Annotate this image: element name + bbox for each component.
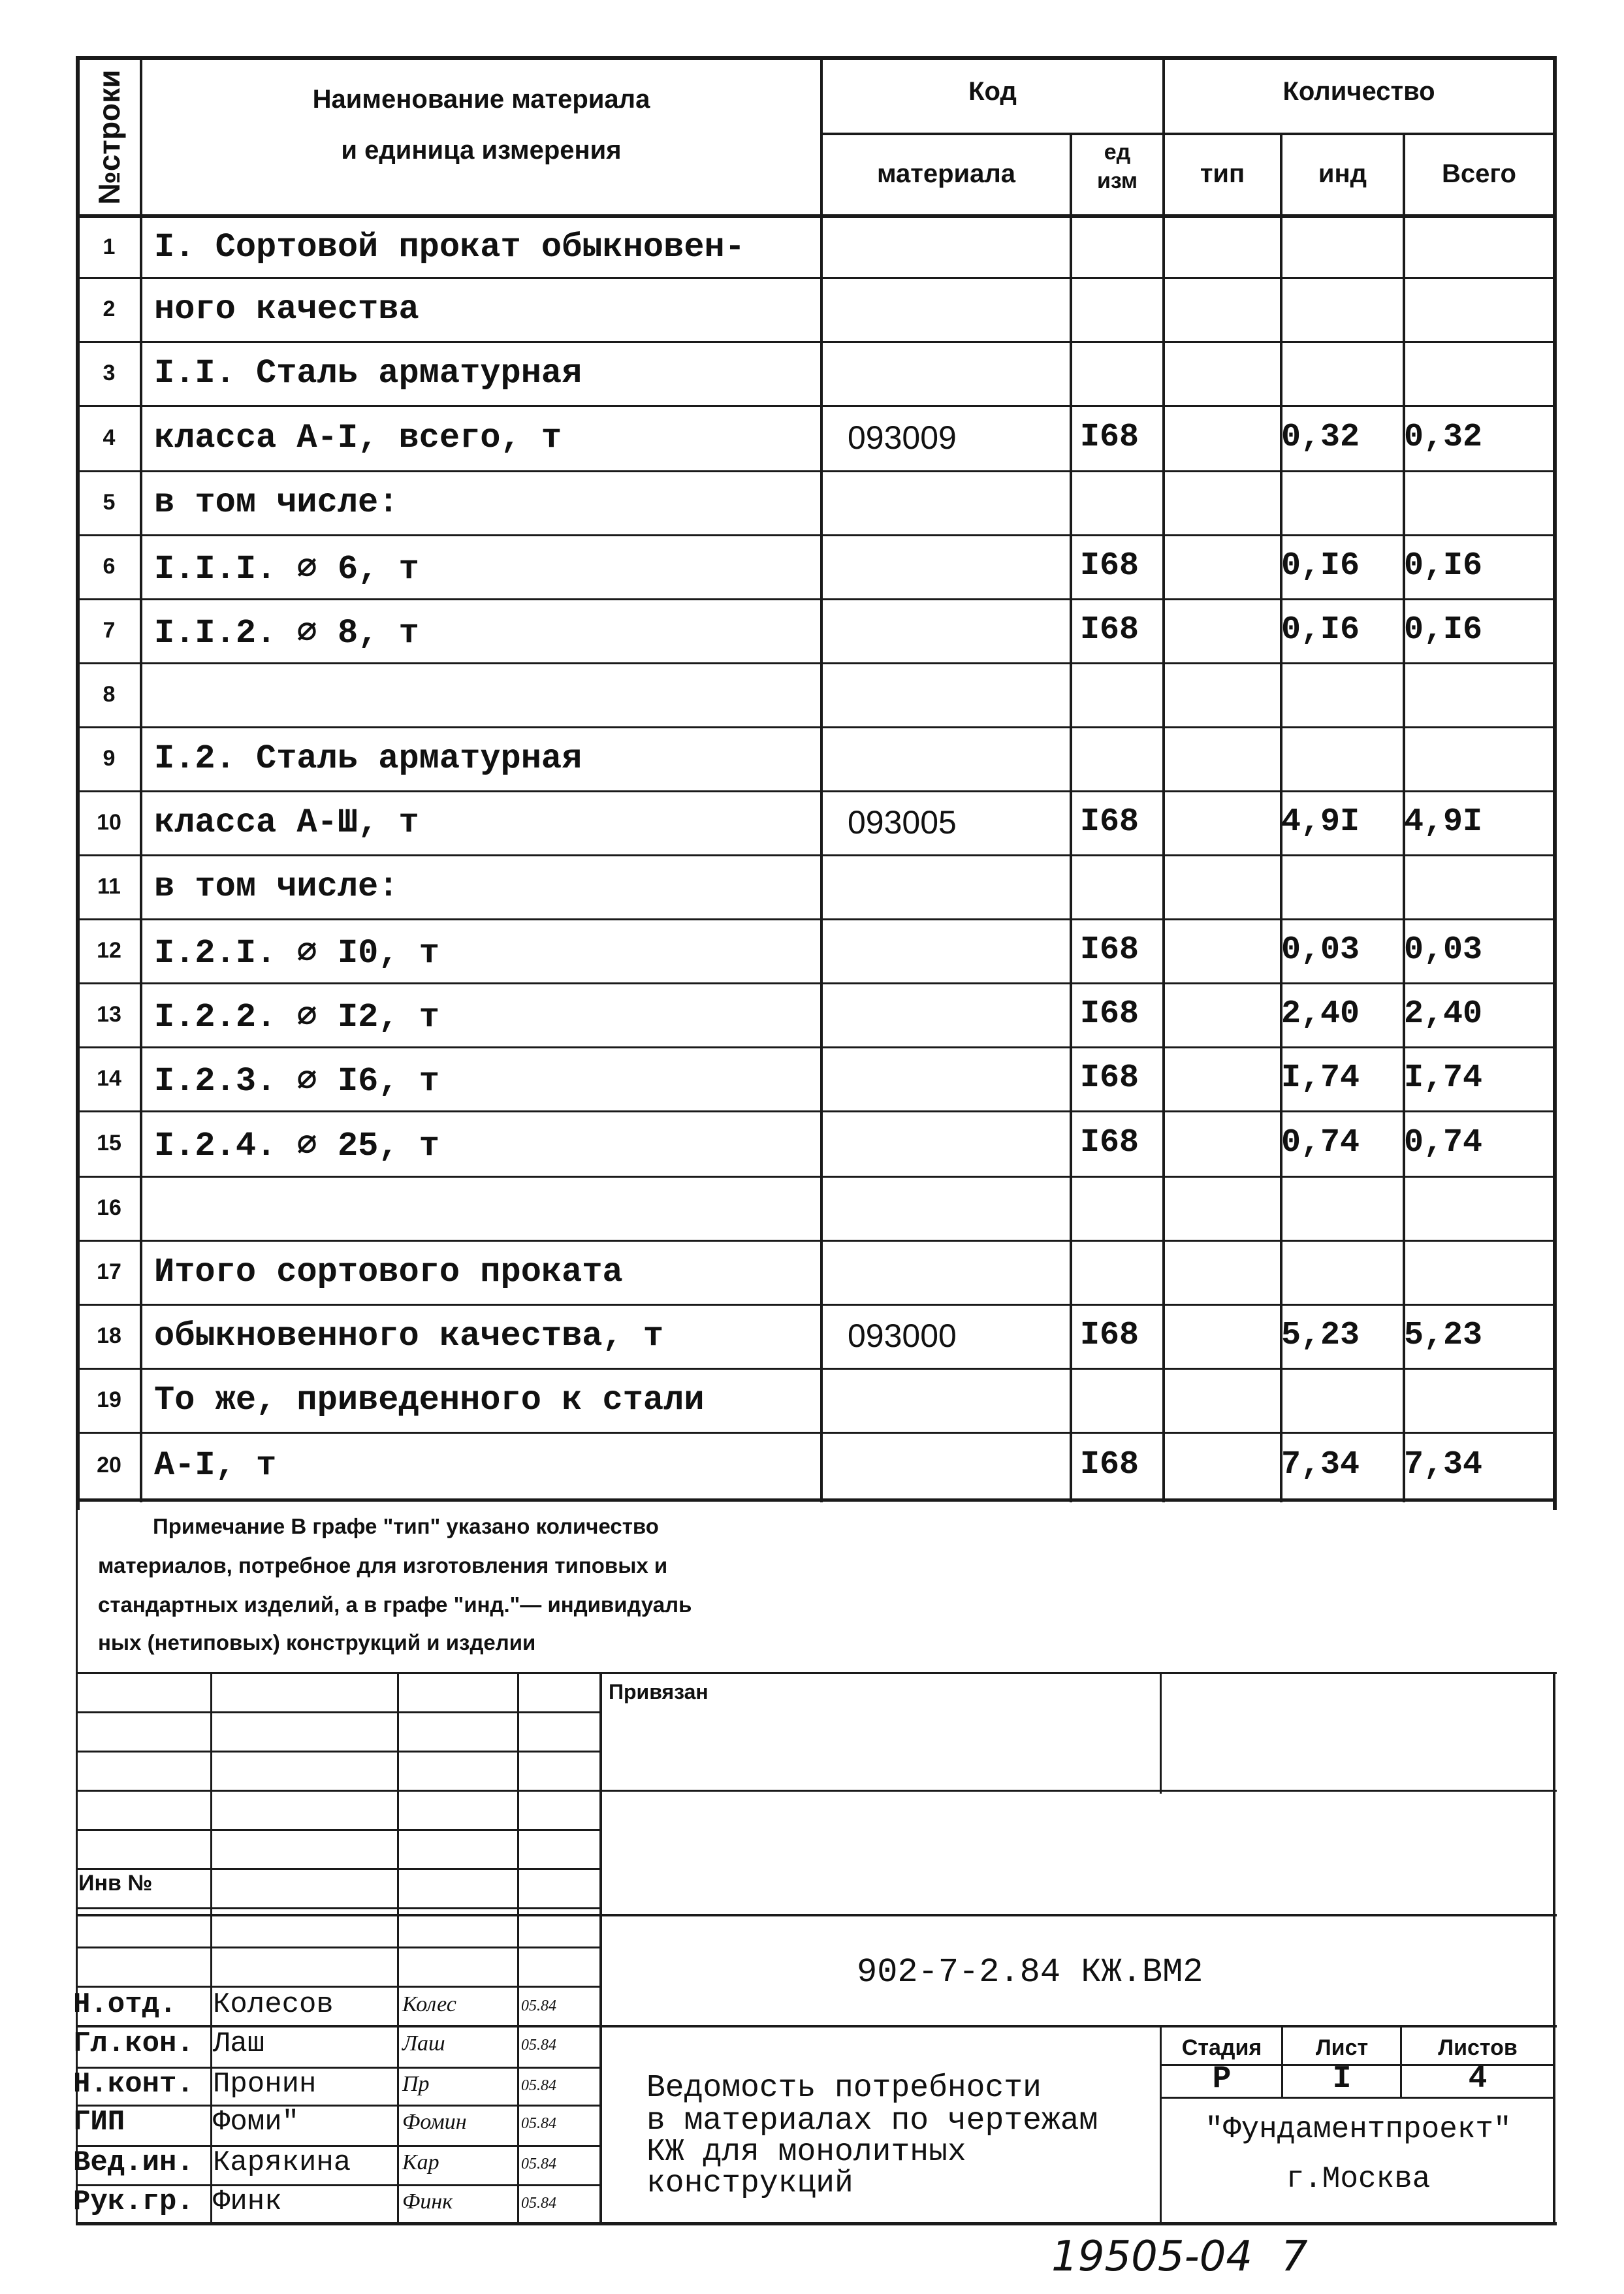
staff-role: ГИП [73, 2106, 125, 2139]
header-material: материала [876, 159, 1016, 188]
staff-signature: Лаш [402, 2031, 445, 2056]
row-number: 16 [97, 1195, 121, 1220]
quantity-ind: 0,32 [1281, 419, 1360, 456]
page-number: 7 [1281, 2233, 1308, 2281]
staff-signature: Кар [402, 2150, 439, 2174]
row-number: 10 [97, 810, 121, 835]
unit-code: I68 [1080, 611, 1139, 649]
staff-name: Пронин [213, 2068, 317, 2101]
unit-code: I68 [1080, 1317, 1139, 1354]
header-quantity: Количество [1282, 77, 1435, 106]
material-name: I.2.2. ∅ I2, т [154, 998, 439, 1037]
quantity-total: I,74 [1404, 1059, 1483, 1097]
header-name-line2: и единица измерения [341, 136, 622, 165]
material-code: 093009 [848, 419, 957, 456]
quantity-total: 2,40 [1404, 995, 1483, 1033]
material-name: в том числе: [154, 867, 399, 906]
document-code: 902-7-2.84 КЖ.ВМ2 [857, 1953, 1203, 1992]
quantity-total: 0,74 [1404, 1124, 1483, 1161]
material-name: I. Сортовой прокат обыкновен- [154, 227, 745, 267]
staff-role: Рук.гр. [73, 2186, 194, 2218]
staff-signature: Фомин [402, 2110, 467, 2134]
staff-signature: Пр [402, 2072, 430, 2096]
quantity-total: 0,I6 [1404, 611, 1483, 649]
note-line-1: Примечание В графе "тип" указано количество [153, 1514, 659, 1538]
header-code: Код [968, 77, 1017, 106]
material-name: Итого сортового проката [154, 1253, 623, 1291]
staff-role: Гл.кон. [73, 2027, 194, 2060]
quantity-ind: 7,34 [1281, 1446, 1360, 1483]
quantity-ind: 0,74 [1281, 1124, 1360, 1161]
quantity-ind: 2,40 [1281, 995, 1360, 1033]
quantity-total: 0,I6 [1404, 547, 1483, 585]
row-number: 13 [97, 1002, 121, 1027]
staff-name: Колесов [213, 1988, 334, 2021]
row-number: 18 [97, 1323, 121, 1348]
staff-role: Н.отд. [73, 1988, 177, 2021]
note-line-2: материалов, потребное для изготовления типовых и [98, 1553, 668, 1577]
row-number: 6 [103, 554, 116, 579]
staff-date: 05.84 [521, 1997, 556, 2014]
row-number: 12 [97, 938, 121, 963]
row-number: 11 [97, 874, 121, 899]
quantity-total: 5,23 [1404, 1317, 1483, 1354]
staff-date: 05.84 [521, 2195, 556, 2212]
staff-date: 05.84 [521, 2115, 556, 2132]
material-name: класса А-I, всего, т [154, 419, 562, 457]
row-number: 9 [103, 746, 116, 771]
note-line-3: стандартных изделий, а в графе "инд."— индивидуаль [98, 1592, 692, 1617]
quantity-total: 7,34 [1404, 1446, 1483, 1483]
attached-label: Привязан [609, 1680, 709, 1704]
quantity-total: 0,32 [1404, 419, 1483, 456]
staff-role: Вед.ин. [73, 2146, 194, 2179]
quantity-ind: 0,03 [1281, 931, 1360, 969]
material-name: класса А-Ш, т [154, 803, 419, 842]
header-unit-1: ед [1104, 140, 1131, 165]
quantity-ind: 0,I6 [1281, 611, 1360, 649]
material-name: I.I.2. ∅ 8, т [154, 614, 419, 653]
row-number: 15 [97, 1131, 121, 1155]
sheet-value: I [1332, 2061, 1352, 2097]
header-total: Всего [1442, 159, 1516, 188]
staff-name: Карякина [213, 2146, 351, 2179]
header-row-number-label: №строки [92, 69, 126, 205]
material-name: в том числе: [154, 483, 399, 522]
staff-role: Н.конт. [73, 2068, 194, 2101]
header-unit-2: изм [1096, 169, 1138, 193]
material-code: 093000 [848, 1317, 957, 1354]
doc-title-line-3: КЖ для монолитных [646, 2135, 966, 2170]
unit-code: I68 [1080, 1124, 1139, 1161]
material-name: I.2.I. ∅ I0, т [154, 934, 439, 973]
row-number: 7 [103, 618, 116, 643]
sheets-value: 4 [1468, 2061, 1488, 2097]
doc-title-line-2: в материалах по чертежам [646, 2103, 1098, 2139]
archive-number: 19505-04 [1051, 2233, 1253, 2281]
staff-date: 05.84 [521, 2037, 556, 2054]
row-number: 20 [97, 1452, 121, 1478]
material-name: I.2.3. ∅ I6, т [154, 1062, 439, 1101]
staff-date: 05.84 [521, 2077, 556, 2094]
material-name: I.I. Сталь арматурная [154, 354, 582, 393]
row-number: 17 [97, 1259, 121, 1284]
material-name: обыкновенного качества, т [154, 1317, 664, 1355]
staff-name: Фоми" [213, 2106, 300, 2139]
staff-date: 05.84 [521, 2156, 556, 2173]
staff-signature: Колес [402, 1992, 456, 2016]
stage-value: Р [1212, 2061, 1232, 2097]
material-name: I.2.4. ∅ 25, т [154, 1127, 439, 1165]
material-name: ного качества [154, 290, 419, 329]
row-number: 3 [103, 361, 116, 385]
doc-title-line-4: конструкций [646, 2166, 853, 2201]
row-number: 19 [97, 1387, 121, 1412]
quantity-ind: 5,23 [1281, 1317, 1360, 1354]
staff-name: Финк [213, 2186, 282, 2218]
row-number: 8 [103, 682, 116, 707]
unit-code: I68 [1080, 1446, 1139, 1483]
row-number: 14 [97, 1066, 121, 1091]
row-number: 5 [103, 490, 116, 515]
quantity-ind: I,74 [1281, 1059, 1360, 1097]
sheet-label: Лист [1315, 2035, 1369, 2060]
material-name: То же, приведенного к стали [154, 1381, 705, 1419]
material-name: А-I, т [154, 1446, 277, 1485]
header-type: тип [1200, 159, 1245, 188]
staff-name: Лаш [213, 2027, 265, 2060]
row-number: 4 [103, 425, 116, 450]
unit-code: I68 [1080, 547, 1139, 585]
header-row-number [77, 59, 141, 216]
header-ind: инд [1318, 159, 1367, 188]
sheets-label: Листов [1438, 2035, 1518, 2060]
header-name-line1: Наименование материала [312, 85, 650, 114]
organization-city: г.Москва [1286, 2162, 1431, 2196]
organization-name: "Фундаментпроект" [1205, 2112, 1512, 2146]
row-number: 1 [103, 234, 116, 259]
inventory-number-label: Инв № [78, 1871, 153, 1896]
quantity-total: 0,03 [1404, 931, 1483, 969]
quantity-total: 4,9I [1404, 803, 1483, 841]
unit-code: I68 [1080, 931, 1139, 969]
material-name: I.I.I. ∅ 6, т [154, 550, 419, 589]
note-line-4: ных (нетиповых) конструкций и изделии [98, 1630, 536, 1655]
material-name: I.2. Сталь арматурная [154, 739, 582, 778]
quantity-ind: 0,I6 [1281, 547, 1360, 585]
unit-code: I68 [1080, 419, 1139, 456]
doc-title-line-1: Ведомость потребности [646, 2071, 1042, 2106]
stage-label: Стадия [1181, 2035, 1262, 2060]
unit-code: I68 [1080, 1059, 1139, 1097]
staff-signature: Финк [402, 2189, 453, 2214]
quantity-ind: 4,9I [1281, 803, 1360, 841]
material-code: 093005 [848, 804, 957, 841]
unit-code: I68 [1080, 995, 1139, 1033]
unit-code: I68 [1080, 803, 1139, 841]
row-number: 2 [103, 297, 116, 321]
